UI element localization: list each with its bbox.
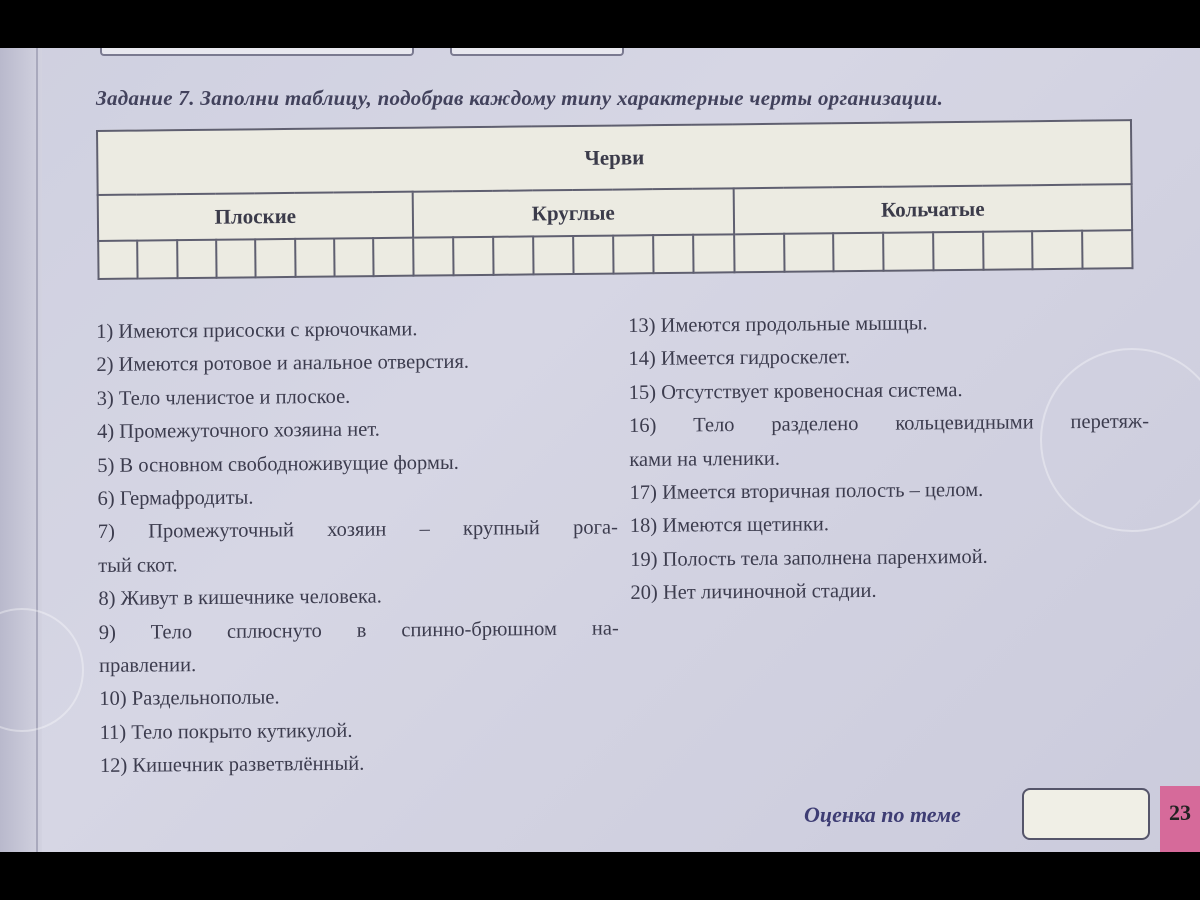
answer-cell[interactable] (1032, 231, 1082, 270)
answer-cell[interactable] (833, 233, 883, 272)
answer-cell[interactable] (334, 238, 374, 276)
trait-item: 8) Живут в кишечнике человека. (98, 585, 382, 611)
trait-item: 15) Отсутствует кровеносная система. (628, 378, 963, 404)
answer-cell[interactable] (453, 237, 493, 275)
trait-item: 2) Имеются ротовое и анальное отверстия. (96, 351, 470, 377)
answer-cell[interactable] (883, 232, 933, 271)
trait-item: 5) В основном свободноживущие формы. (97, 451, 459, 477)
traits-list-left (96, 311, 620, 783)
page-number: 23 (1160, 786, 1200, 852)
trait-item: 13) Имеются продольные мышцы. (628, 312, 928, 337)
trait-item: 6) Гермафродиты. (97, 486, 254, 511)
trait-item: 10) Раздельнополые. (99, 686, 280, 711)
answer-cell[interactable] (933, 232, 983, 271)
trait-item: 19) Полость тела заполнена паренхимой. (630, 545, 988, 571)
workbook-page (0, 48, 1200, 852)
worms-table (96, 119, 1134, 280)
answer-cell[interactable] (493, 236, 533, 274)
answer-cell[interactable] (1082, 230, 1132, 269)
trait-item: 14) Имеется гидроскелет. (628, 346, 851, 371)
answer-cell[interactable] (734, 234, 784, 273)
column-roundworms: Круглые (413, 188, 734, 237)
column-annelids: Кольчатые (734, 184, 1133, 234)
grade-label: Оценка по теме (804, 802, 961, 827)
answer-cell[interactable] (613, 235, 653, 273)
trait-item: 16) Тело разделено кольцевидными перетяж- (628, 410, 1150, 438)
answer-cell[interactable] (295, 239, 335, 277)
column-flatworms: Плоские (98, 192, 413, 241)
trait-item: 17) Имеется вторичная полость – целом. (629, 478, 984, 505)
trait-item: 7) Промежуточный хозяин – крупный рога- (97, 516, 618, 544)
answer-cell[interactable] (177, 240, 217, 278)
trait-item: правлении. (98, 654, 197, 678)
trait-item: тый скот. (98, 554, 178, 577)
top-tab-right (450, 48, 624, 56)
answer-cell[interactable] (137, 240, 177, 278)
table-header-worms: Черви (97, 120, 1132, 195)
answer-cell[interactable] (983, 231, 1033, 270)
task-title: Задание 7. Заполни таблицу, подобрав каждому типу характерные черты организации. (96, 86, 944, 110)
answer-cell[interactable] (653, 235, 693, 273)
trait-item: 4) Промежуточного хозяина нет. (96, 418, 380, 444)
answer-cell[interactable] (98, 241, 138, 279)
top-tab-left (100, 48, 414, 56)
trait-item: 9) Тело сплюснуто в спинно-брюшном на- (98, 617, 619, 644)
answer-cell[interactable] (533, 236, 573, 274)
answer-cell[interactable] (694, 234, 735, 272)
answer-cell[interactable] (413, 237, 453, 275)
answer-cell[interactable] (216, 239, 256, 277)
answer-cell[interactable] (373, 238, 413, 276)
trait-item: ками на членики. (629, 447, 781, 471)
grade-box[interactable] (1022, 788, 1150, 840)
answer-cell[interactable] (784, 233, 834, 272)
decorative-ornament (0, 608, 84, 732)
traits-list-right (628, 305, 1151, 610)
trait-item: 3) Тело членистое и плоское. (96, 385, 351, 410)
spine-fold (36, 48, 38, 852)
trait-item: 18) Имеются щетинки. (629, 513, 830, 538)
trait-item: 12) Кишечник разветвлённый. (99, 752, 365, 778)
trait-item: 11) Тело покрыто кутикулой. (99, 719, 353, 744)
trait-item: 1) Имеются присоски с крючочками. (96, 318, 418, 343)
answer-cell[interactable] (255, 239, 295, 277)
answer-cell[interactable] (573, 236, 613, 274)
trait-item: 20) Нет личиночной стадии. (630, 580, 877, 605)
